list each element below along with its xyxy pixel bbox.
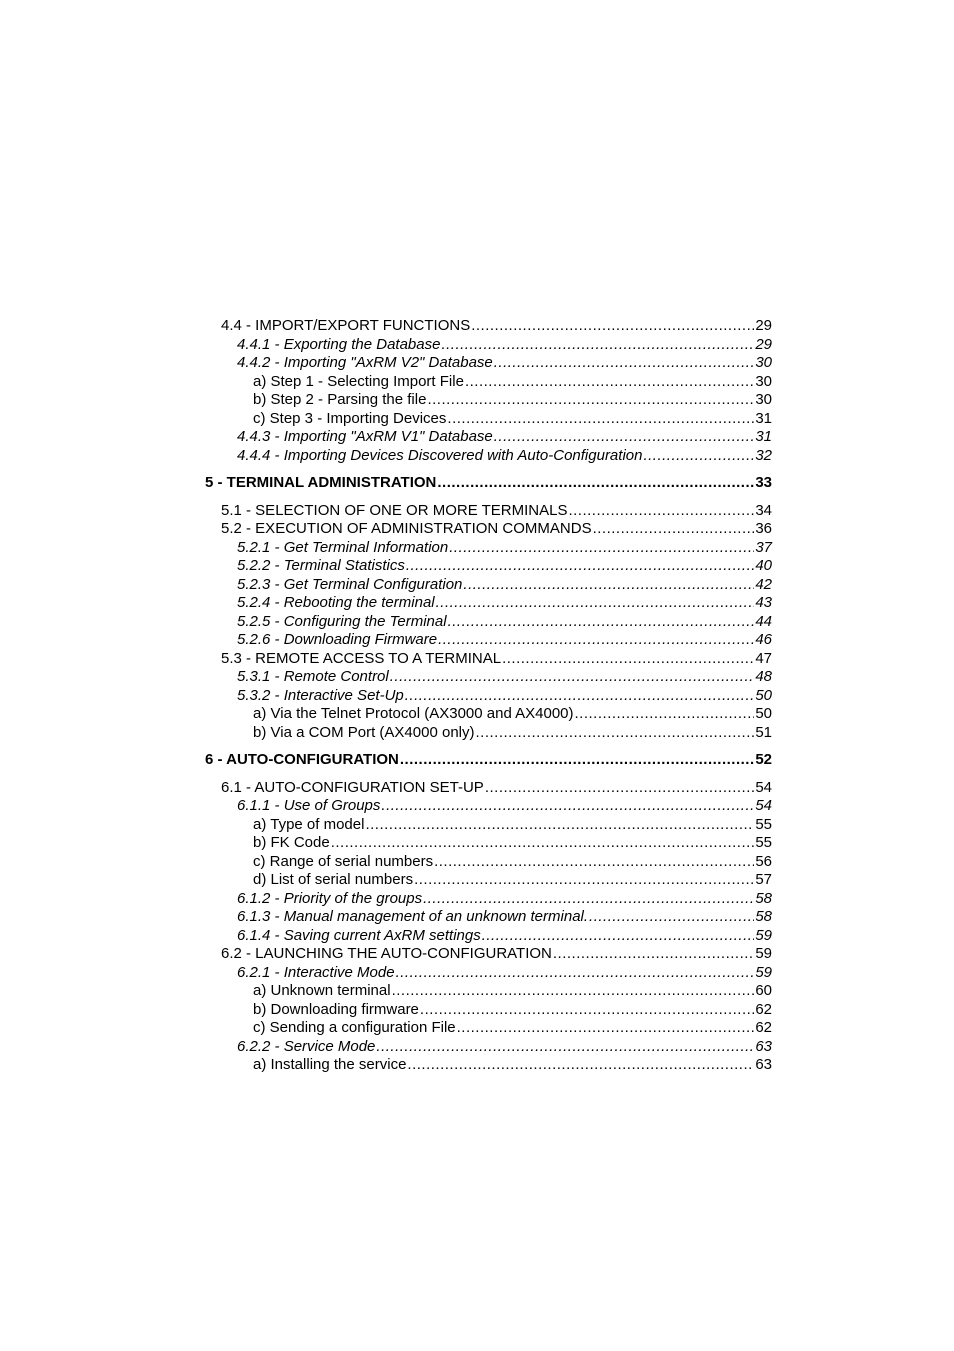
toc-entry[interactable] [0, 576, 954, 595]
toc-entry-line [221, 779, 772, 798]
dot-leader [589, 908, 754, 927]
toc-entry-title: 5.2.2 - Terminal Statistics [237, 557, 405, 574]
toc-entry-line [253, 705, 772, 724]
toc-entry-title: 6.2 - LAUNCHING THE AUTO-CONFIGURATION [221, 945, 552, 962]
toc-page-number: 62 [755, 1019, 772, 1036]
toc-entry[interactable] [0, 1038, 954, 1057]
toc-entry-title: 6.1.4 - Saving current AxRM settings [237, 926, 481, 944]
dot-leader [427, 391, 754, 410]
toc-page-number: 55 [755, 834, 772, 851]
dot-leader [494, 428, 755, 447]
toc-entry-line [237, 447, 772, 466]
toc-entry-line [237, 631, 772, 650]
toc-entry-line [237, 797, 772, 816]
dot-leader [392, 982, 755, 1001]
toc-entry-line [253, 410, 772, 429]
toc-entry[interactable] [0, 539, 954, 558]
toc-entry-title: 5.2.6 - Downloading Firmware [237, 631, 438, 648]
toc-entry-title: 6 - AUTO-CONFIGURATION [205, 751, 399, 768]
dot-leader [436, 594, 755, 613]
toc-entry[interactable] [0, 1001, 954, 1020]
toc-entry-title: 5.2.3 - Get Terminal Configuration [237, 575, 463, 593]
toc-page-number: 34 [755, 501, 772, 519]
dot-leader [381, 797, 754, 816]
toc-entry[interactable] [0, 982, 954, 1001]
toc-entry[interactable] [0, 391, 954, 410]
toc-entry-title: 4.4.3 - Importing "AxRM V1" Database [237, 428, 493, 445]
toc-entry-title: 5.1 - SELECTION OF ONE OR MORE TERMINALS [221, 501, 568, 519]
toc-entry-line [221, 317, 772, 336]
dot-leader [482, 927, 755, 946]
toc-entry[interactable] [0, 613, 954, 632]
toc-entry-title: d) List of serial numbers [253, 871, 414, 888]
dot-leader [502, 650, 754, 669]
toc-entry-line [253, 1019, 772, 1038]
toc-entry-line [237, 964, 772, 983]
toc-page-number: 36 [755, 520, 772, 537]
toc-entry-title: 5.2 - EXECUTION OF ADMINISTRATION COMMANDS [221, 520, 592, 537]
toc-page-number: 60 [755, 982, 772, 999]
toc-entry-title: 4.4.1 - Exporting the Database [237, 335, 441, 353]
toc-entry-line [253, 1056, 772, 1075]
toc-page-number: 59 [755, 926, 772, 944]
toc-entry[interactable] [0, 447, 954, 466]
toc-entry[interactable] [0, 945, 954, 964]
toc-entry-title: b) Downloading firmware [253, 1000, 419, 1018]
toc-entry-line [221, 520, 772, 539]
toc-entry-line [221, 650, 772, 669]
dot-leader [457, 1019, 755, 1038]
toc-entry-title: 5.3.2 - Interactive Set-Up [237, 686, 404, 704]
dot-leader [449, 539, 754, 558]
toc-entry-title: b) FK Code [253, 834, 330, 851]
dot-leader [434, 853, 754, 872]
dot-leader [396, 964, 755, 983]
toc-entry[interactable] [0, 908, 954, 927]
toc-entry[interactable] [0, 964, 954, 983]
toc-page-number: 30 [755, 372, 772, 390]
toc-entry[interactable] [0, 1056, 954, 1075]
toc-entry[interactable] [0, 317, 954, 336]
dot-leader [414, 871, 754, 890]
toc-page-number: 44 [755, 612, 772, 630]
toc-entry-title: 5.2.5 - Configuring the Terminal [237, 612, 447, 630]
toc-page-number: 50 [755, 686, 772, 704]
toc-page-number: 42 [755, 575, 772, 593]
toc-entry-title: 5.2.1 - Get Terminal Information [237, 538, 449, 556]
toc-page-number: 63 [755, 1037, 772, 1055]
toc-entry[interactable] [0, 650, 954, 669]
toc-page-number: 32 [755, 446, 772, 464]
toc-page-number: 58 [755, 908, 772, 925]
toc-page-number: 48 [755, 668, 772, 685]
toc-entry-title: c) Step 3 - Importing Devices [253, 409, 447, 427]
toc-page-number: 30 [755, 354, 772, 371]
dot-leader [437, 474, 754, 493]
toc-entry-line [237, 1038, 772, 1057]
toc-entry-title: a) Step 1 - Selecting Import File [253, 372, 464, 390]
toc-page-number: 59 [755, 963, 772, 981]
dot-leader [420, 1001, 754, 1020]
toc-page-number: 31 [755, 409, 772, 427]
dot-leader [471, 317, 754, 336]
toc-entry-line [253, 724, 772, 743]
toc-entry-line [253, 373, 772, 392]
toc-entry-line [253, 982, 772, 1001]
toc-entry[interactable] [0, 336, 954, 355]
toc-entry[interactable] [0, 779, 954, 798]
toc-entry[interactable] [0, 724, 954, 743]
toc-entry[interactable] [0, 890, 954, 909]
toc-chapter-entry[interactable] [0, 751, 954, 770]
toc-entry[interactable] [0, 631, 954, 650]
toc-entry-line [237, 890, 772, 909]
toc-entry[interactable] [0, 410, 954, 429]
toc-entry[interactable] [0, 687, 954, 706]
toc-entry[interactable] [0, 373, 954, 392]
toc-page-number: 50 [755, 705, 772, 722]
toc-entry[interactable] [0, 834, 954, 853]
toc-page-number: 30 [755, 391, 772, 408]
toc-entry[interactable] [0, 594, 954, 613]
toc-entry-title: 4.4 - IMPORT/EXPORT FUNCTIONS [221, 317, 471, 334]
toc-entry-title: 5 - TERMINAL ADMINISTRATION [205, 474, 437, 491]
dot-leader [643, 447, 754, 466]
toc-entry-line [253, 871, 772, 890]
toc-entry-line [237, 557, 772, 576]
toc-page-number: 54 [755, 797, 772, 814]
toc-entry-line [237, 576, 772, 595]
toc-page-number: 56 [755, 852, 772, 870]
toc-entry[interactable] [0, 502, 954, 521]
toc-page-number: 52 [755, 751, 772, 768]
toc-entry-line [237, 668, 772, 687]
toc-page-number: 63 [755, 1056, 772, 1073]
toc-entry-title: b) Step 2 - Parsing the file [253, 391, 427, 408]
toc-entry-line [237, 428, 772, 447]
toc-page-number: 46 [755, 631, 772, 648]
toc-entry[interactable] [0, 705, 954, 724]
dot-leader [376, 1038, 754, 1057]
toc-page-number: 51 [755, 723, 772, 741]
toc-entry-title: c) Range of serial numbers [253, 852, 434, 870]
toc-entry-line [237, 354, 772, 373]
toc-entry[interactable] [0, 816, 954, 835]
toc-entry-title: 4.4.2 - Importing "AxRM V2" Database [237, 354, 493, 371]
toc-entry-title: 6.1.2 - Priority of the groups [237, 889, 423, 907]
toc-page-number: 31 [755, 428, 772, 445]
toc-page-number: 43 [755, 594, 772, 611]
toc-entry-line [237, 687, 772, 706]
toc-entry[interactable] [0, 871, 954, 890]
dot-leader [593, 520, 755, 539]
toc-entry-title: 5.3.1 - Remote Control [237, 668, 389, 685]
dot-leader [553, 945, 754, 964]
dot-leader [423, 890, 754, 909]
toc-page-number: 57 [755, 871, 772, 888]
dot-leader [400, 751, 754, 770]
toc-entry[interactable] [0, 1019, 954, 1038]
dot-leader [463, 576, 754, 595]
toc-entry-title: c) Sending a configuration File [253, 1019, 456, 1036]
toc-entry[interactable] [0, 428, 954, 447]
dot-leader [447, 410, 754, 429]
dot-leader [365, 816, 754, 835]
toc-entry[interactable] [0, 668, 954, 687]
dot-leader [407, 1056, 754, 1075]
toc-entry-line [253, 391, 772, 410]
toc-entry-title: a) Unknown terminal [253, 982, 391, 999]
toc-page-number: 55 [755, 815, 772, 833]
toc-entry[interactable] [0, 927, 954, 946]
dot-leader [485, 779, 755, 798]
toc-entry-title: 5.3 - REMOTE ACCESS TO A TERMINAL [221, 649, 502, 667]
dot-leader [465, 373, 754, 392]
toc-entry-line [221, 502, 772, 521]
dot-leader [406, 557, 754, 576]
table-of-contents [0, 317, 954, 1075]
toc-entry-title: b) Via a COM Port (AX4000 only) [253, 723, 475, 741]
toc-entry-title: 4.4.4 - Importing Devices Discovered with Auto-Configuration [237, 446, 643, 464]
toc-entry[interactable] [0, 797, 954, 816]
toc-entry-title: a) Via the Telnet Protocol (AX3000 and AX4000) [253, 705, 574, 722]
toc-entry[interactable] [0, 520, 954, 539]
toc-page-number: 62 [755, 1000, 772, 1018]
toc-entry[interactable] [0, 354, 954, 373]
toc-entry-line [205, 751, 772, 770]
toc-entry-line [253, 816, 772, 835]
toc-entry[interactable] [0, 557, 954, 576]
toc-page-number: 29 [755, 317, 772, 334]
toc-page-number: 37 [755, 538, 772, 556]
toc-entry-line [253, 1001, 772, 1020]
dot-leader [441, 336, 754, 355]
toc-entry-line [253, 853, 772, 872]
toc-chapter-entry[interactable] [0, 474, 954, 493]
toc-entry-title: a) Installing the service [253, 1056, 407, 1073]
toc-page-number: 33 [755, 474, 772, 491]
dot-leader [575, 705, 755, 724]
toc-entry-line [237, 336, 772, 355]
toc-entry-title: 6.1.1 - Use of Groups [237, 797, 381, 814]
toc-entry-line [237, 908, 772, 927]
dot-leader [390, 668, 755, 687]
toc-entry-title: 6.2.1 - Interactive Mode [237, 963, 395, 981]
toc-entry[interactable] [0, 853, 954, 872]
dot-leader [438, 631, 754, 650]
toc-page-number: 59 [755, 945, 772, 962]
dot-leader [448, 613, 755, 632]
toc-page-number: 29 [755, 335, 772, 353]
dot-leader [405, 687, 755, 706]
toc-entry-line [253, 834, 772, 853]
toc-page-number: 58 [755, 889, 772, 907]
toc-page-number: 47 [755, 649, 772, 667]
toc-entry-title: 5.2.4 - Rebooting the terminal [237, 594, 435, 611]
dot-leader [331, 834, 755, 853]
toc-entry-line [237, 594, 772, 613]
dot-leader [494, 354, 755, 373]
toc-entry-line [237, 927, 772, 946]
toc-entry-title: a) Type of model [253, 815, 365, 833]
toc-entry-line [237, 613, 772, 632]
toc-entry-line [221, 945, 772, 964]
toc-entry-line [205, 474, 772, 493]
dot-leader [568, 502, 754, 521]
dot-leader [475, 724, 754, 743]
toc-entry-line [237, 539, 772, 558]
toc-entry-title: 6.1 - AUTO-CONFIGURATION SET-UP [221, 778, 484, 796]
toc-page-number: 54 [755, 778, 772, 796]
toc-entry-title: 6.2.2 - Service Mode [237, 1037, 376, 1055]
toc-page-number: 40 [755, 557, 772, 574]
toc-entry-title: 6.1.3 - Manual management of an unknown terminal. [237, 908, 589, 925]
